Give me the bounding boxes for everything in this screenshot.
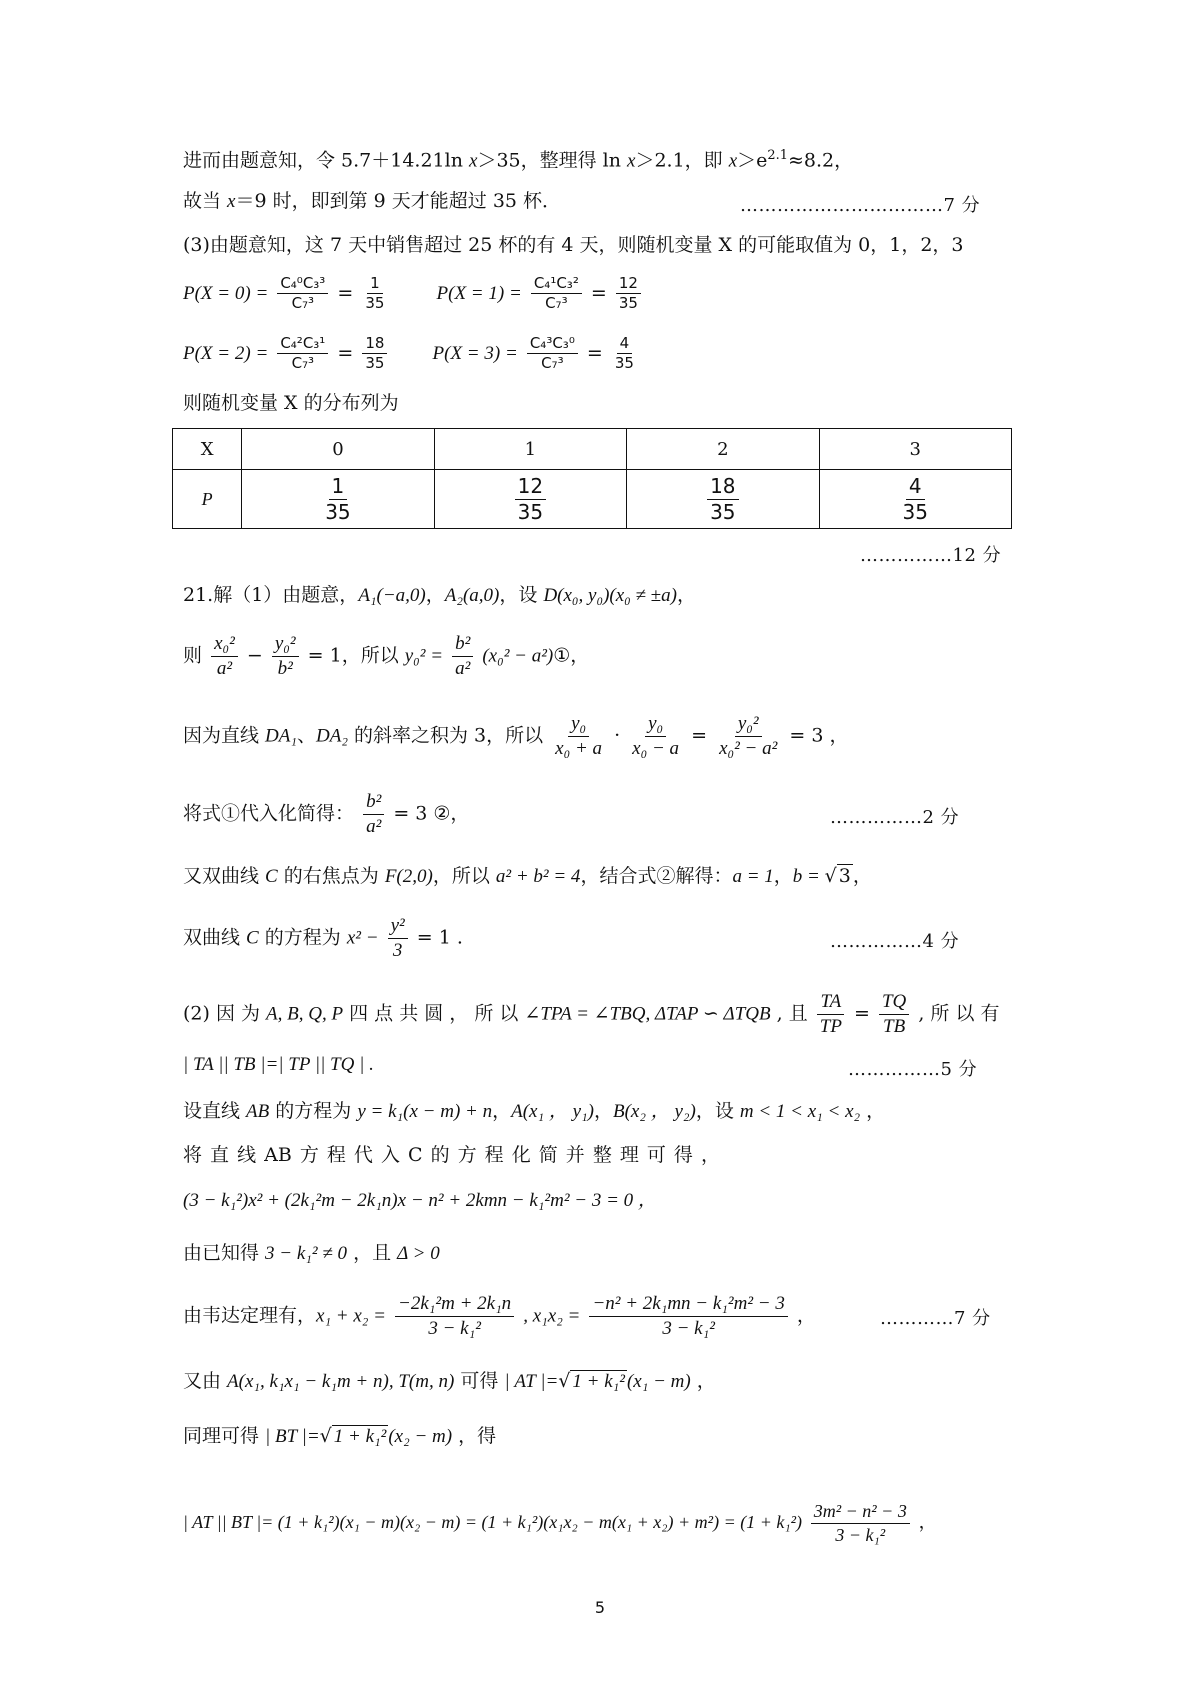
fraction: $\frac{18}{35}$ [707,474,738,525]
text-line: 由已知得 3 − k₁² ≠ 0 ，且 Δ > 0 [183,1242,440,1264]
table-cell: P [173,470,242,529]
fraction: $\frac{\text{y₀²}}{\text{x₀² − a²}}$ [719,713,778,759]
score-marker: ……………………………7 分 [740,195,981,216]
score-marker: ……………5 分 [848,1059,978,1080]
fraction: $\frac{\text{y₀²}}{\text{b²}}$ [272,632,299,681]
fraction: $\frac{\text{x₀²}}{\text{a²}}$ [211,632,238,681]
text-line: 21.解（1）由题意，A₁(−a,0)，A₂(a,0)，设 D(x₀, y₀)(x₀ ≠ ±a)， [183,584,696,606]
text-line: 将 直 线 AB 方 程 代 入 C 的 方 程 化 简 并 整 理 可 得 ， [183,1144,720,1166]
text-line: 则随机变量 X 的分布列为 [183,392,399,414]
text-line: 将式①代入化简得： $\frac{\text{b²}}{\text{a²}}$ = 3 ②， [183,791,470,837]
text-line: 设直线 AB 的方程为 y = k₁(x − m) + n，A(x₁ ， y₁)，B(x₂ ， y₂)，设 m < 1 < x₁ < x₂ ， [183,1100,886,1122]
table-cell: 3 [819,429,1011,470]
text-line: 同理可得 | BT |=√ 1 + k₁² (x₂ − m) ，得 [183,1425,497,1447]
fraction: $\frac{4}{35}$ [614,334,634,372]
fraction: $\frac{4}{35}$ [902,473,928,524]
fraction: $\frac{TQ}{TB}$ [879,990,909,1039]
fraction: $\frac{\text{C₄²C₃¹}}{\text{C₇³}}$ [277,334,328,373]
text-line: (2) 因 为 A, B, Q, P 四 点 共 圆 ， 所 以 ∠TPA = ∠TBQ, ΔTAP ∽ ΔTQB , 且 $\frac{TA}{TP}$ = $\frac{TQ}{TB}$ , 所 以 有 [183,991,1000,1037]
probability-line-1: P(X = 0) = $\frac{\text{C₄⁰C₃³}}{\text{C₇³}}$ = $\frac{1}{35}$ P(X = 1) = $\frac{\text{C₄¹C₃²}}{\text{C₇³}}$ = $\frac{12}{35}$ [183,274,644,313]
fraction: $\frac{\text{−2k₁²m + 2k₁n}}{\text{3 − k₁²}}$ [395,1292,514,1341]
table-cell: 1 [434,429,626,470]
text-line: (3)由题意知，这 7 天中销售超过 25 杯的有 4 天，则随机变量 X 的可能取值为 0，1，2，3 [183,234,964,256]
table-cell: 2 [627,429,819,470]
sqrt-sign: √ [824,865,837,887]
text-line: 由韦达定理有，x₁ + x₂ = $\frac{\text{−2k₁²m + 2k₁n}}{\text{3 − k₁²}}$ , x₁x₂ = $\frac{\text{−n² + 2k₁mn − k₁²m² − 3}}{\text{3 − k₁²}}$ ， [183,1293,816,1339]
text-line: 又由 A(x₁, k₁x₁ − k₁m + n), T(m, n) 可得 | AT |=√ 1 + k₁² (x₁ − m) ， [183,1370,716,1392]
fraction: $\frac{\text{b²}}{\text{a²}}$ [363,790,384,839]
text-line: | TA || TB |=| TP || TQ | . [183,1054,374,1075]
fraction: $\frac{\text{3m² − n² − 3}}{\text{3 − k₁²}}$ [811,1500,910,1546]
probability-line-2: P(X = 2) = $\frac{\text{C₄²C₃¹}}{\text{C₇³}}$ = $\frac{18}{35}$ P(X = 3) = $\frac{\text{C₄³C₃⁰}}{\text{C₇³}}$ = $\frac{4}{35}$ [183,334,640,373]
fraction: $\frac{\text{C₄¹C₃²}}{\text{C₇³}}$ [531,274,582,313]
text-line: 因为直线 DA₁、DA₂ 的斜率之积为 3，所以 $\frac{\text{y₀}}{\text{x₀ + a}}$ · $\frac{\text{y₀}}{\text{x₀ − a}}$ = $\frac{\text{y₀²}}{\text{x₀² − a²}}$ = 3 ， [183,713,849,759]
fraction: $\frac{\text{C₄⁰C₃³}}{\text{C₇³}}$ [277,274,328,313]
fraction: $\frac{\text{−n² + 2k₁mn − k₁²m² − 3}}{\text{3 − k₁²}}$ [589,1292,787,1341]
fraction: $\frac{18}{35}$ [362,334,387,373]
fraction: $\frac{\text{b²}}{\text{a²}}$ [452,632,473,681]
text-line: 又双曲线 C 的右焦点为 F(2,0)，所以 a² + b² = 4，结合式②解得：a = 1，b = √ 3 ， [183,865,872,887]
score-marker: ……………4 分 [830,931,960,952]
score-marker: …………7 分 [880,1308,991,1329]
table-cell [627,470,819,529]
text-line: 则 $\frac{\text{x₀²}}{\text{a²}}$ − $\frac{\text{y₀²}}{\text{b²}}$ = 1，所以 y₀² = $\frac{\text{b²}}{\text{a²}}$ (x₀² − a²)①， [183,633,590,679]
text-line: 进而由题意知，令 5.7＋14.21ln x＞35，整理得 ln x＞2.1，即 $x>e^{2.1}\approx 8.2$， [183,148,854,172]
score-marker: ……………12 分 [860,545,1002,566]
distribution-table [172,428,1012,529]
score-marker: ……………2 分 [830,807,960,828]
table-cell [242,470,434,529]
fraction: $\frac{TA}{TP}$ [817,990,845,1039]
sqrt-sign: √ [558,1370,571,1392]
text-line: | AT || BT |= (1 + k₁²)(x₁ − m)(x₂ − m) = (1 + k₁²)(x₁x₂ − m(x₁ + x₂) + m²) = (1 + k₁²) $\frac{\text{3m² − n² − 3}}{\text{3 − k₁²}}$ ， [183,1501,937,1545]
fraction: $\frac{12}{35}$ [616,274,641,313]
table-header-row [173,429,1012,470]
table-cell [819,470,1011,529]
fraction: $\frac{\text{y²}}{3}$ [388,914,408,963]
text-line: 故当 x＝9 时，即到第 9 天才能超过 35 杯． [183,190,562,212]
table-cell: 0 [242,429,434,470]
fraction: $\frac{\text{y₀}}{\text{x₀ + a}}$ [555,713,603,759]
sqrt-sign: √ [319,1425,332,1447]
text-line: (3 − k₁²)x² + (2k₁²m − 2k₁n)x − n² + 2kmn − k₁²m² − 3 = 0 ， [183,1190,657,1211]
fraction: $\frac{\text{y₀}}{\text{x₀ − a}}$ [632,713,680,759]
table-cell: X [173,429,242,470]
table-cell [434,470,626,529]
fraction: $\frac{1}{35}$ [325,473,351,524]
fraction: $\frac{\text{C₄³C₃⁰}}{\text{C₇³}}$ [527,334,578,373]
fraction: $\frac{12}{35}$ [515,474,546,525]
text-line: 双曲线 C 的方程为 x² − $\frac{\text{y²}}{3}$ = 1 . [183,915,463,961]
table-row [173,470,1012,529]
fraction: $\frac{1}{35}$ [365,274,385,312]
page-number: 5 [594,1598,606,1617]
